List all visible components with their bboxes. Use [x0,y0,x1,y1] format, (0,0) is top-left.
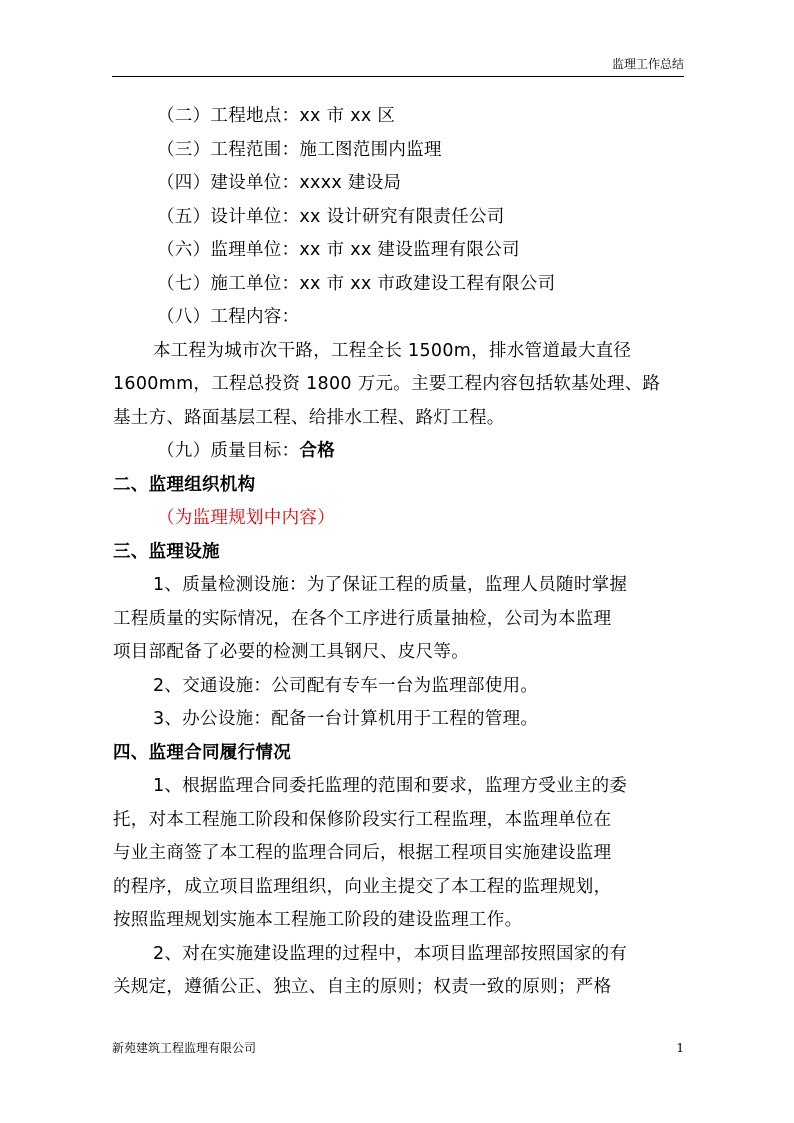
footer-company: 新苑建筑工程监理有限公司 [112,1041,257,1055]
project-content-line: 本工程为城市次干路，工程全长 1500m，排水管道最大直径 [153,340,632,361]
page-header [112,56,684,77]
contract-paragraph-line: 托，对本工程施工阶段和保修阶段实行工程监理，本监理单位在 [113,809,612,830]
quality-target [113,435,683,469]
design-unit: （五）设计单位：xx 设计研究有限责任公司 [157,206,505,227]
quality-target-label: （九）质量目标： [157,441,300,461]
construction-unit: （七）施工单位：xx 市 xx 市政建设工程有限公司 [157,273,556,294]
project-content-line: 基土方、路面基层工程、给排水工程、路灯工程。 [113,407,505,428]
page-footer [112,1040,684,1060]
section-heading: 二、监理组织机构 [113,474,256,495]
contract-paragraph-line: 的程序，成立项目监理组织，向业主提交了本工程的监理规划， [113,876,612,897]
construction-owner: （四）建设单位：xxxx 建设局 [157,173,402,193]
contract-paragraph-line: 按照监理规划实施本工程施工阶段的建设监理工作。 [113,910,523,930]
section-note: （为监理规划中内容） [157,508,335,528]
project-content-label: （八）工程内容： [157,307,300,327]
project-location: （二）工程地点：xx 市 xx 区 [157,106,396,126]
supervision-unit: （六）监理单位：xx 市 xx 建设监理有限公司 [157,240,520,260]
quality-target-value: 合格 [299,441,336,461]
project-content-line: 1600mm，工程总投资 1800 万元。主要工程内容包括软基处理、路 [113,374,661,394]
contract-paragraph-line: 1、根据监理合同委托监理的范围和要求，监理方受业主的委 [153,776,628,796]
facility-paragraph-line: 工程质量的实际情况，在各个工序进行质量抽检，公司为本监理 [113,608,612,629]
facility-paragraph-line: 3、办公设施：配备一台计算机用于工程的管理。 [153,709,539,729]
document-body [113,100,683,1005]
facility-paragraph-line: 1、质量检测设施：为了保证工程的质量，监理人员随时掌握 [153,575,628,595]
section-heading: 三、监理设施 [113,541,220,562]
facility-paragraph-line: 项目部配备了必要的检测工具钢尺、皮尺等。 [113,642,469,662]
page-number: 1 [676,1041,684,1055]
facility-paragraph-line: 2、交通设施：公司配有专车一台为监理部使用。 [153,675,539,696]
contract-paragraph-line: 关规定，遵循公正、独立、自主的原则；权责一致的原则；严格 [113,977,612,997]
contract-paragraph-line: 与业主商签了本工程的监理合同后，根据工程项目实施建设监理 [113,843,612,863]
contract-paragraph-line: 2、对在实施建设监理的过程中，本项目监理部按照国家的有 [153,943,628,964]
project-scope: （三）工程范围：施工图范围内监理 [157,139,442,160]
section-heading: 四、监理合同履行情况 [113,742,291,763]
header-title: 监理工作总结 [611,57,684,71]
